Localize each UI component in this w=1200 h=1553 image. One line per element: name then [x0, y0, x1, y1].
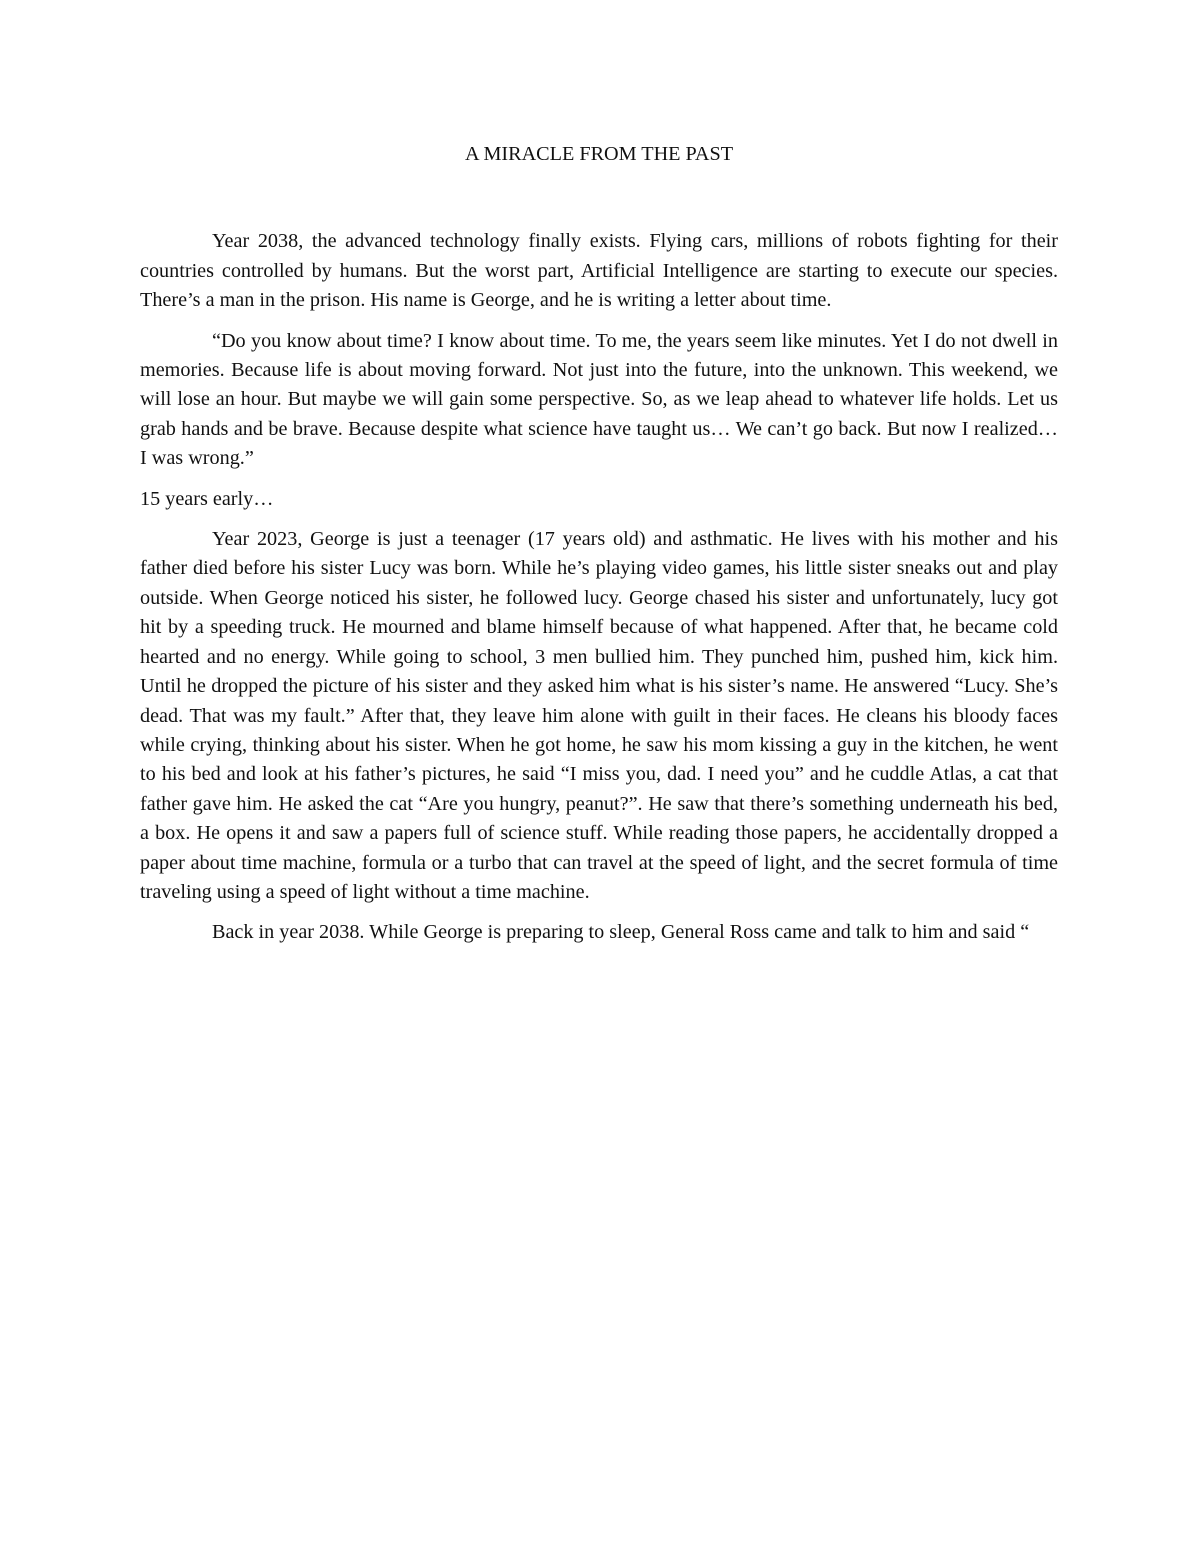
- document-title: A MIRACLE FROM THE PAST: [464, 143, 734, 165]
- paragraph-flashback-marker: 15 years early…: [140, 487, 274, 510]
- paragraph-return: Back in year 2038. While George is preparing to sleep, General Ross came and talk to him and said “: [212, 921, 1030, 944]
- paragraph-spacer: [140, 514, 1058, 525]
- paragraph-intro: Year 2038, the advanced technology finally exists. Flying cars, millions of robots fighting for their countries controlled by humans. But the worst part, Artificial Intelligence are starting to execute our species. There’s a man in the prison. His name is George, and he is writing a letter about time.: [140, 230, 1058, 312]
- paragraph-spacer: [140, 907, 1058, 918]
- paragraph-letter: “Do you know about time? I know about time. To me, the years seem like minutes. Yet I do not dwell in memories. Because life is about moving forward. Not just into the future, into the unknown. This weekend, we will lose an hour. But maybe we will gain some perspective. So, as we leap ahead to whatever life holds. Let us grab hands and be brave. Because despite what science have taught us… We can’t go back. But now I realized… I was wrong.”: [140, 329, 1058, 470]
- title-spacer: [140, 169, 1058, 227]
- document-body: [140, 140, 1058, 948]
- paragraph-spacer: [140, 474, 1058, 485]
- paragraph-backstory: Year 2023, George is just a teenager (17 years old) and asthmatic. He lives with his mother and his father died before his sister Lucy was born. While he’s playing video games, his little sister sneaks out and play outside. When George noticed his sister, he followed lucy. George chased his sister and unfortunately, lucy got hit by a speeding truck. He mourned and blame himself because of what happened. After that, he became cold hearted and no energy. While going to school, 3 men bullied him. They punched him, pushed him, kick him. Until he dropped the picture of his sister and they asked him what is his sister’s name. He answered “Lucy. She’s dead. That was my fault.” After that, they leave him alone with guilt in their faces. He cleans his bloody faces while crying, thinking about his sister. When he got home, he saw his mom kissing a guy in the kitchen, he went to his bed and look at his father’s pictures, he said “I miss you, dad. I need you” and he cuddle Atlas, a cat that father gave him. He asked the cat “Are you hungry, peanut?”. He saw that there’s something underneath his bed, a box. He opens it and saw a papers full of science stuff. While reading those papers, he accidentally dropped a paper about time machine, formula or a turbo that can travel at the speed of light, and the secret formula of time traveling using a speed of light without a time machine.: [140, 528, 1058, 903]
- paragraph-spacer: [140, 316, 1058, 327]
